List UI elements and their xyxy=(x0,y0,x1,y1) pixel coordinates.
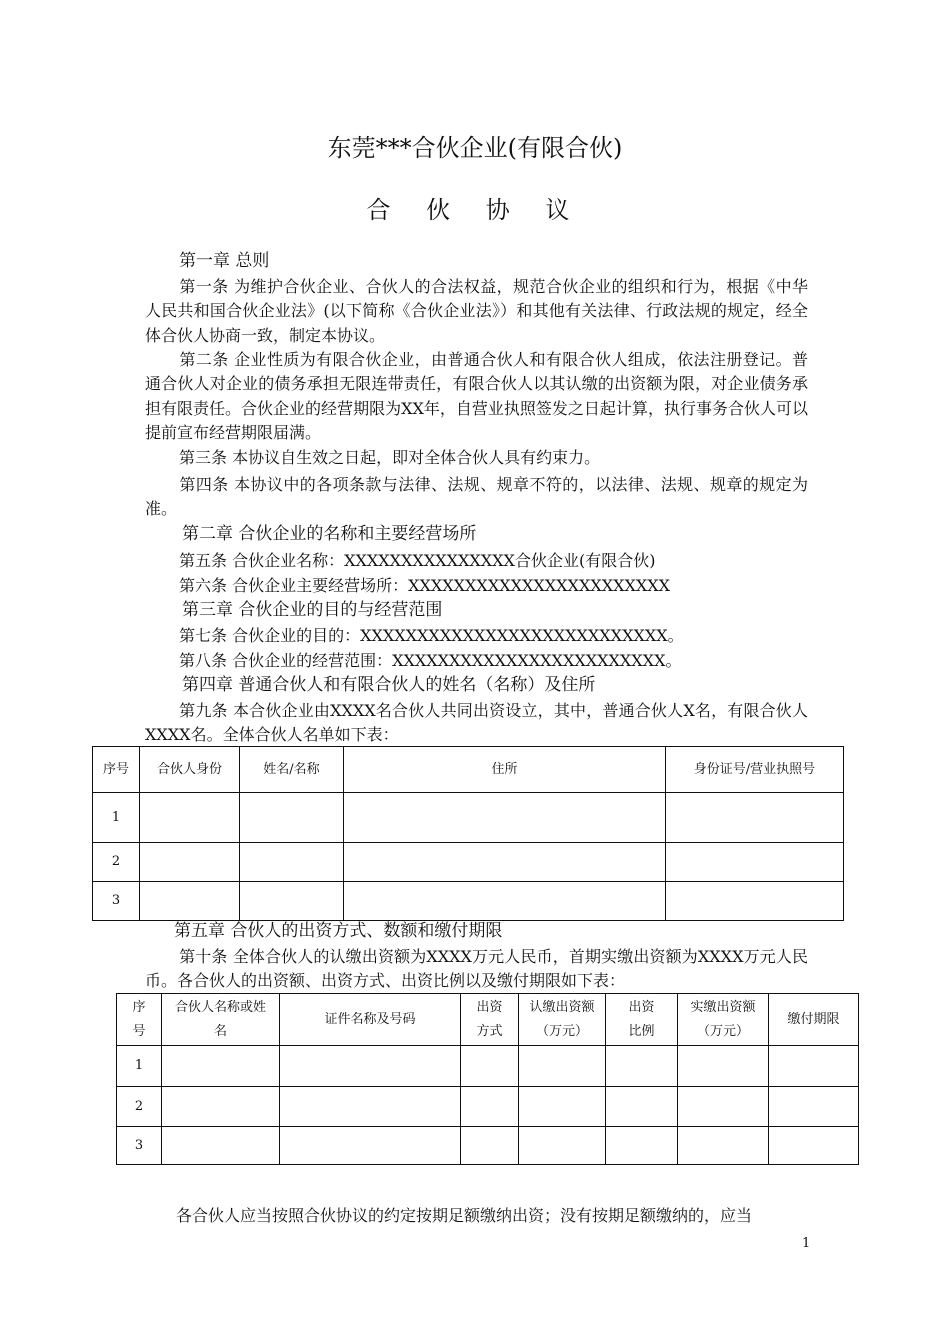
article-9 xyxy=(145,699,808,748)
table-cell xyxy=(162,1127,280,1165)
table-cell xyxy=(280,1046,461,1087)
table-header-cell: 实缴出资额（万元） xyxy=(678,994,769,1046)
table-cell xyxy=(519,1087,606,1127)
table-row xyxy=(117,1127,859,1165)
chapter-5-heading: 第五章 合伙人的出资方式、数额和缴付期限 xyxy=(174,921,503,941)
table-cell xyxy=(240,793,344,843)
chapter-2-heading: 第二章 合伙企业的名称和主要经营场所 xyxy=(182,524,477,544)
table-cell xyxy=(666,882,844,921)
table-cell xyxy=(666,843,844,882)
row-index: 1 xyxy=(117,1046,162,1087)
table-row xyxy=(93,843,844,882)
partner-list-table xyxy=(92,746,844,921)
table-row xyxy=(93,882,844,921)
page-number: 1 xyxy=(802,1236,811,1251)
article-3-text: 第三条 本协议自生效之日起，即对全体合伙人具有约束力。 xyxy=(179,448,601,467)
chapter-3-heading: 第三章 合伙企业的目的与经营范围 xyxy=(182,600,443,620)
table-cell xyxy=(344,793,666,843)
row-index: 3 xyxy=(93,882,140,921)
table-cell xyxy=(162,1046,280,1087)
table-cell xyxy=(769,1127,859,1165)
document-title: 东莞***合伙企业(有限合伙) xyxy=(327,134,623,162)
table-header-cell: 序号 xyxy=(93,747,140,793)
table-cell xyxy=(461,1127,519,1165)
row-index: 1 xyxy=(93,793,140,843)
table-cell xyxy=(140,882,240,921)
article-1-text: 第一条 为维护合伙企业、合伙人的合法权益，规范合伙企业的组织和行为，根据《中华人民共和国合伙企业法》(以下简称《合伙企业法》）和其他有关法律、行政法规的规定，经全体合伙人协商一致，制定本协议。 xyxy=(145,277,808,345)
article-4 xyxy=(145,473,808,522)
closing-text: 各合伙人应当按照合伙协议的约定按期足额缴纳出资；没有按期足额缴纳的，应当 xyxy=(176,1206,753,1225)
table-row xyxy=(93,793,844,843)
document-subtitle: 合 伙 协 议 xyxy=(366,196,584,224)
table-cell xyxy=(606,1087,678,1127)
row-index: 2 xyxy=(93,843,140,882)
table-header-cell: 身份证号/营业执照号 xyxy=(666,747,844,793)
table-header-cell: 序号 xyxy=(117,994,162,1046)
row-index: 3 xyxy=(117,1127,162,1165)
article-8: 第八条 合伙企业的经营范围：XXXXXXXXXXXXXXXXXXXXXXXX。 xyxy=(179,651,682,670)
table-header-cell: 合伙人名称或姓名 xyxy=(162,994,280,1046)
table-cell xyxy=(519,1127,606,1165)
article-4-text: 第四条 本协议中的各项条款与法律、法规、规章不符的，以法律、法规、规章的规定为准。 xyxy=(145,475,808,519)
article-9-text: 第九条 本合伙企业由XXXX名合伙人共同出资设立，其中，普通合伙人X名，有限合伙人XXXX名。全体合伙人名单如下表： xyxy=(145,701,808,745)
table-header-cell: 合伙人身份 xyxy=(140,747,240,793)
table-cell xyxy=(769,1046,859,1087)
article-5: 第五条 合伙企业名称：XXXXXXXXXXXXXXX合伙企业(有限合伙) xyxy=(179,551,656,570)
table-cell xyxy=(280,1087,461,1127)
article-10 xyxy=(145,945,808,994)
table-cell xyxy=(461,1046,519,1087)
article-1 xyxy=(145,275,808,348)
table-header-cell: 姓名/名称 xyxy=(240,747,344,793)
table-row xyxy=(117,1046,859,1087)
table-cell xyxy=(678,1046,769,1087)
chapter-4-heading: 第四章 普通合伙人和有限合伙人的姓名（名称）及住所 xyxy=(182,675,596,695)
table-cell xyxy=(606,1127,678,1165)
table-cell xyxy=(280,1127,461,1165)
article-7: 第七条 合伙企业的目的：XXXXXXXXXXXXXXXXXXXXXXXXXXX。 xyxy=(179,626,684,645)
article-6: 第六条 合伙企业主要经营场所：XXXXXXXXXXXXXXXXXXXXXXX xyxy=(179,576,671,595)
article-3 xyxy=(145,446,808,470)
table-cell xyxy=(461,1087,519,1127)
table-cell xyxy=(344,882,666,921)
table-header-cell: 住所 xyxy=(344,747,666,793)
table-header-row xyxy=(93,747,844,793)
table-header-row xyxy=(117,994,859,1046)
table-cell xyxy=(140,793,240,843)
table-cell xyxy=(678,1127,769,1165)
table-header-cell: 出资比例 xyxy=(606,994,678,1046)
table-cell xyxy=(666,793,844,843)
table-cell xyxy=(769,1087,859,1127)
table-header-cell: 证件名称及号码 xyxy=(280,994,461,1046)
table-cell xyxy=(606,1046,678,1087)
table-header-cell: 出资方式 xyxy=(461,994,519,1046)
table-header-cell: 认缴出资额（万元） xyxy=(519,994,606,1046)
article-2-text: 第二条 企业性质为有限合伙企业，由普通合伙人和有限合伙人组成，依法注册登记。普通合伙人对企业的债务承担无限连带责任，有限合伙人以其认缴的出资额为限，对企业债务承担有限责任。合伙企业的经营期限为XX年，自营业执照签发之日起计算，执行事务合伙人可以提前宣布经营期限届满。 xyxy=(145,350,808,442)
row-index: 2 xyxy=(117,1087,162,1127)
table-cell xyxy=(162,1087,280,1127)
article-2 xyxy=(145,348,808,445)
table-cell xyxy=(519,1046,606,1087)
table-cell xyxy=(240,843,344,882)
capital-contribution-table xyxy=(116,993,859,1165)
table-row xyxy=(117,1087,859,1127)
table-cell xyxy=(678,1087,769,1127)
table-header-cell: 缴付期限 xyxy=(769,994,859,1046)
table-cell xyxy=(344,843,666,882)
chapter-1-heading: 第一章 总则 xyxy=(179,251,270,271)
table-cell xyxy=(140,843,240,882)
article-10-text: 第十条 全体合伙人的认缴出资额为XXXX万元人民币，首期实缴出资额为XXXX万元人民币。各合伙人的出资额、出资方式、出资比例以及缴付期限如下表： xyxy=(145,947,808,991)
table-cell xyxy=(240,882,344,921)
